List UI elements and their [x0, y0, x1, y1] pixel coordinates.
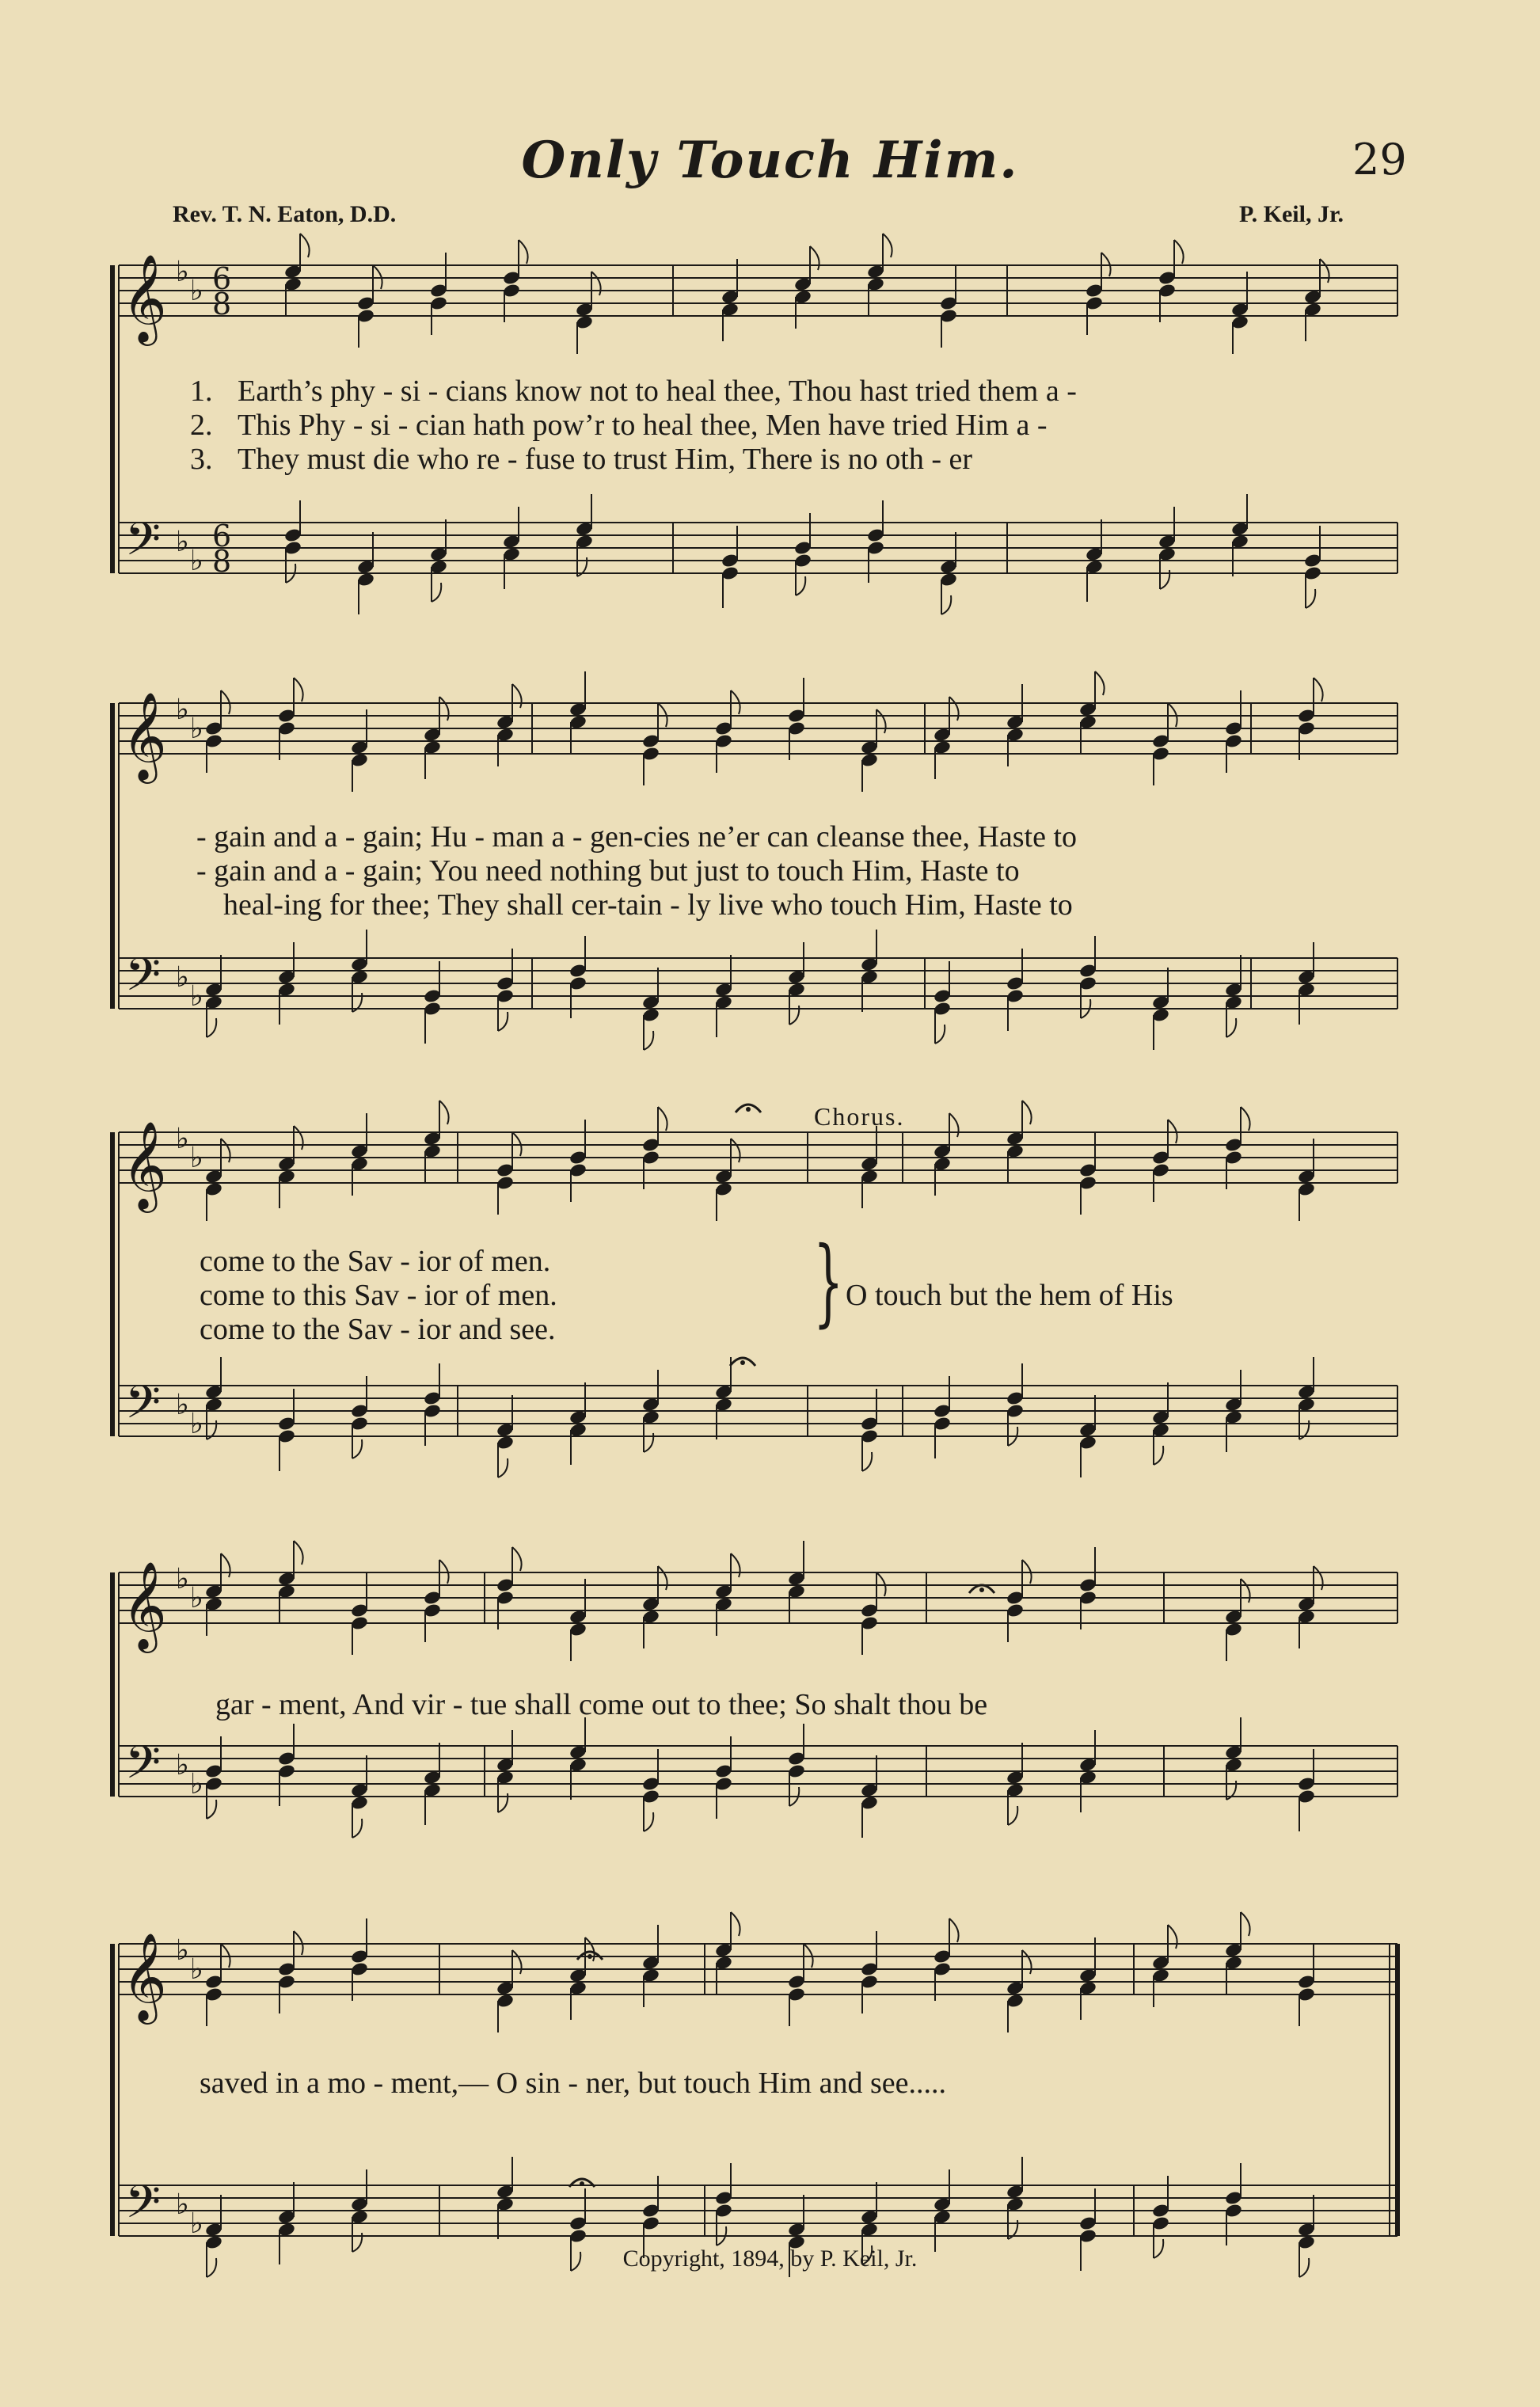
flat-sign-icon: ♭	[176, 2188, 189, 2221]
note-flag	[658, 1566, 667, 1590]
lyric-line: This Phy - si - cian hath pow’r to heal thee, Men have tried Him a -	[238, 409, 1048, 442]
lyric-line: Earth’s phy - si - cians know not to heal thee, Thou hast tried them a -	[238, 375, 1077, 408]
treble-clef-icon: 𝄞	[122, 1932, 167, 2021]
note-flag	[512, 1950, 522, 1974]
time-signature-numerator: 6	[212, 519, 232, 553]
flat-sign-icon: ♭	[176, 256, 189, 288]
flat-sign-icon: ♭	[190, 1408, 203, 1440]
lyric-line: They must die who re - fuse to trust Him, There is no oth - er	[238, 443, 972, 476]
note-flag	[1306, 589, 1315, 608]
note-flag	[352, 1439, 362, 1458]
verse-number: 1.	[190, 375, 213, 408]
note-flag	[876, 709, 886, 733]
note-flag	[810, 246, 819, 270]
time-signature-numerator: 6	[212, 261, 232, 296]
note-flag	[221, 1139, 230, 1162]
flat-sign-icon: ♭	[190, 1582, 203, 1614]
flat-sign-icon: ♭	[176, 1749, 189, 1781]
note-flag	[439, 1101, 449, 1124]
note-flag	[1008, 1806, 1017, 1825]
flat-sign-icon: ♭	[176, 526, 189, 558]
bass-clef-icon: 𝄢	[125, 512, 162, 577]
verse-number: 2.	[190, 409, 213, 442]
time-signature-denominator: 8	[212, 287, 232, 321]
hymn-title: Only Touch Him.	[521, 131, 1019, 190]
note-flag	[1314, 1566, 1323, 1590]
note-flag	[439, 697, 449, 721]
lyricist-credit: Rev. T. N. Eaton, D.D.	[173, 201, 397, 227]
note-flag	[591, 272, 601, 295]
note-flag	[1320, 259, 1329, 283]
note-flag	[644, 1812, 653, 1831]
note-flag	[1241, 1912, 1250, 1936]
note-flag	[432, 583, 441, 602]
flat-sign-icon: ♭	[190, 713, 203, 745]
note-flag	[731, 1553, 740, 1577]
note-flag	[1022, 1101, 1032, 1124]
bass-clef-icon: 𝄢	[125, 2175, 162, 2240]
note-flag	[498, 1012, 508, 1031]
note-flag	[1022, 1950, 1032, 1974]
flat-sign-icon: ♭	[176, 1934, 189, 1967]
note-flag	[294, 1126, 303, 1150]
note-flag	[796, 576, 805, 595]
note-flag	[731, 1912, 740, 1936]
lyric-line: gar - ment, And vir - tue shall come out to thee; So shalt thou be	[215, 1688, 988, 1721]
note-flag	[1168, 1925, 1177, 1949]
note-flag	[294, 1541, 303, 1565]
treble-clef-icon: 𝄞	[122, 1120, 167, 1209]
verse-number: 3.	[190, 443, 213, 476]
fermata-icon	[580, 2181, 584, 2186]
flat-sign-icon: ♭	[176, 694, 189, 726]
note-flag	[862, 1452, 872, 1471]
note-flag	[883, 234, 892, 257]
note-flag	[941, 595, 951, 614]
note-flag	[658, 1107, 667, 1131]
treble-clef-icon: 𝄞	[122, 691, 167, 780]
note-flag	[207, 1018, 216, 1037]
flat-sign-icon: ♭	[176, 1123, 189, 1155]
flat-sign-icon: ♭	[176, 961, 189, 994]
note-flag	[498, 1458, 508, 1477]
lyric-line: come to this Sav - ior of men.	[200, 1279, 557, 1312]
note-flag	[352, 1819, 362, 1838]
note-flag	[935, 1025, 945, 1044]
note-flag	[300, 234, 310, 257]
fermata-icon	[587, 1954, 592, 1959]
note-flag	[294, 678, 303, 702]
flat-sign-icon: ♭	[176, 1563, 189, 1595]
note-flag	[207, 1800, 216, 1819]
note-flag	[221, 1553, 230, 1577]
flat-sign-icon: ♭	[190, 980, 203, 1013]
flat-sign-icon: ♭	[190, 545, 203, 577]
note-flag	[1226, 1018, 1236, 1037]
chorus-lyric: O touch but the hem of His	[846, 1279, 1173, 1312]
lyric-line: come to the Sav - ior of men.	[200, 1245, 551, 1278]
note-flag	[1154, 1446, 1163, 1465]
verse-brace: }	[813, 1227, 844, 1337]
note-flag	[512, 1547, 522, 1571]
flat-sign-icon: ♭	[190, 2207, 203, 2240]
flat-sign-icon: ♭	[190, 1953, 203, 1986]
note-flag	[512, 684, 522, 708]
note-flag	[1241, 1579, 1250, 1603]
note-flag	[1241, 1107, 1250, 1131]
note-flag	[1314, 678, 1323, 702]
composer-credit: P. Keil, Jr.	[1239, 201, 1344, 227]
treble-clef-icon: 𝄞	[122, 1561, 167, 1649]
fermata-icon	[740, 1360, 745, 1365]
fermata-icon	[746, 1107, 751, 1112]
lyric-line: - gain and a - gain; You need nothing but just to touch Him, Haste to	[196, 854, 1020, 888]
note-flag	[644, 1031, 653, 1050]
lyric-line: saved in a mo - ment,— O sin - ner, but touch Him and see.....	[200, 2067, 947, 2100]
lyric-line: come to the Sav - ior and see.	[200, 1313, 556, 1346]
flat-sign-icon: ♭	[176, 1389, 189, 1421]
bass-clef-icon: 𝄢	[125, 948, 162, 1013]
note-flag	[949, 1113, 959, 1137]
note-flag	[1095, 671, 1105, 695]
time-signature-denominator: 8	[212, 544, 232, 579]
lyric-line: heal-ing for thee; They shall cer-tain - ly live who touch Him, Haste to	[223, 888, 1073, 922]
flat-sign-icon: ♭	[190, 275, 203, 307]
fermata-icon	[979, 1588, 984, 1592]
flat-sign-icon: ♭	[190, 1142, 203, 1174]
treble-clef-icon: 𝄞	[122, 253, 167, 342]
chorus-label: Chorus.	[814, 1102, 905, 1131]
note-flag	[949, 697, 959, 721]
note-flag	[731, 1139, 740, 1162]
copyright-notice: Copyright, 1894, by P. Keil, Jr.	[622, 2245, 918, 2272]
bass-clef-icon: 𝄢	[125, 1375, 162, 1440]
bass-clef-icon: 𝄢	[125, 1736, 162, 1800]
page-number: 29	[1352, 135, 1407, 184]
flat-sign-icon: ♭	[190, 1768, 203, 1800]
note-flag	[1174, 240, 1184, 264]
note-flag	[949, 1918, 959, 1942]
lyric-line: - gain and a - gain; Hu - man a - gen-cies ne’er can cleanse thee, Haste to	[196, 820, 1078, 854]
note-flag	[519, 240, 528, 264]
